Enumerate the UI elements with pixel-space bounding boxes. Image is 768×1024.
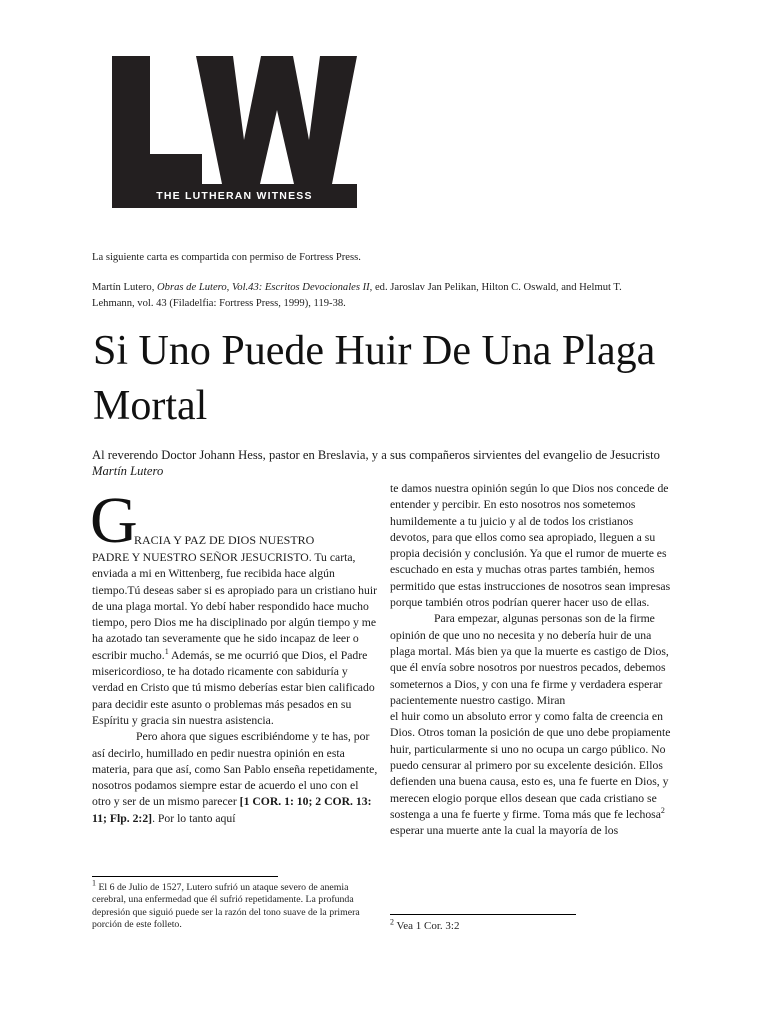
citation-author: Martín Lutero, <box>92 282 158 293</box>
right-paragraph-3 <box>390 709 675 839</box>
logo-band-text: THE LUTHERAN WITNESS <box>112 184 357 208</box>
footnote-ref-1[interactable]: 1 <box>164 646 169 656</box>
right-column <box>390 481 675 840</box>
scripture-references: [1 COR. 1: 10; 2 COR. 13: 11; Flp. 2:2] <box>92 795 372 825</box>
author-line: Martín Lutero <box>92 464 164 478</box>
intro <box>92 447 742 479</box>
left-p1-text-b: Además, se me ocurrió que Dios, el Padre misericordioso, te ha dotado ricamente con sabiduría y verdad en Cristo que tú mismo deberías estar bien calificado para decidir este asunto o problemas más pesados en su Espíritu y gracia sin nuestra asistencia. <box>92 648 375 727</box>
footnote-1-mark: 1 <box>92 878 96 888</box>
page-title: Si Uno Puede Huir De Una Plaga Mortal <box>93 328 656 429</box>
opening-line <box>90 484 380 557</box>
footnote-2-text: Vea 1 Cor. 3:2 <box>394 920 460 932</box>
footnote-rule-left <box>92 876 278 877</box>
citation-work: Obras de Lutero, Vol.43: Escritos Devocionales II, <box>157 282 373 293</box>
footnote-ref-2[interactable]: 2 <box>660 806 665 816</box>
lw-logo-mark <box>112 56 357 184</box>
opening-small-caps: RACIA Y PAZ DE DIOS NUESTRO <box>134 533 315 547</box>
right-paragraph-2: Para empezar, algunas personas son de la firme opinión de que uno no necesita y no debería huir de una plaga mortal. Más bien ya que la muerte es castigo de Dios, que él envía sobre nosotros por nuestros pecados, debemos someternos a Dios, y con una fe firme y verdadera esperar pacientemente nuestro castigo. Miran <box>390 612 669 707</box>
lutheran-witness-logo <box>112 56 357 208</box>
footnote-2 <box>390 917 670 932</box>
footnote-rule-right <box>390 914 576 915</box>
left-paragraph-1 <box>92 550 380 729</box>
right-p3-text-end: esperar una muerte ante la cual la mayoría de los <box>390 824 619 838</box>
citation <box>92 280 652 312</box>
left-column <box>90 484 380 827</box>
footnote-1-text: El 6 de Julio de 1527, Lutero sufrió un ataque severo de anemia cerebral, una enfermedad que él sufrió repetidamente. La profunda depresión que siguió puede ser la razón del tono suave de la primera porción de este folleto. <box>92 882 360 931</box>
left-paragraph-2 <box>92 729 380 827</box>
left-p2-text-b: . Por lo tanto aquí <box>152 811 236 825</box>
footnote-2-mark: 2 <box>390 917 394 927</box>
dedication: Al reverendo Doctor Johann Hess, pastor en Breslavia, y a sus compañeros sirvientes del evangelio de Jesucristo <box>92 448 660 462</box>
drop-cap: G <box>90 484 138 557</box>
left-p2-text-a: Pero ahora que sigues escribiéndome y te has, por así decirlo, humillado en pedir nuestra opinión en esta materia, para que así, como San Pablo enseña repetidamente, nosotros podamos siempre estar de acuerdo el uno con el otro y ser de un mismo parecer <box>92 730 378 809</box>
right-paragraph-1: te damos nuestra opinión según lo que Dios nos concede de entender y percibir. En esto nosotros nos sometemos humildemente a tu juicio y al de todos los cristianos devotos, para que ellos como sea apropiado, lleguen a su propia decisión y conclusión. Ya que el rumor de muerte es escuchado en esta y muchas otras partes también, hemos permitido que estas instrucciones de nosotros sean impresas porque también otros podrían querer hacer uso de ellas. <box>390 482 671 610</box>
footnote-1 <box>92 878 382 932</box>
citation-rest: ed. Jaroslav Jan Pelikan, Hilton C. Oswald, and Helmut T. Lehmann, vol. 43 (Filadelfia: Fortress Press, 1999), 119-38. <box>92 282 622 309</box>
right-p3-text: el huir como un absoluto error y como falta de creencia en Dios. Otros toman la posición de que uno debe propiamente huir, particularmente si uno no ocupa un cargo público. No puedo censurar al primero por su excelente desición. Ellos defienden una buena causa, esto es, una fe fuerte en Dios, y merecen elogio porque ellos desean que cada cristiano se sostenga a una fe fuerte y firme. Toma más que fe lechosa <box>390 710 671 821</box>
left-p1-text-a: PADRE Y NUESTRO SEÑOR JESUCRISTO. Tu carta, enviada a mi en Wittenberg, fue recibida hace algún tiempo.Tú deseas saber si es apropiado para un cristiano huir de una plaga mortal. Yo debí haber respondido hace mucho tiempo, pero Dios me ha disciplinado por algún tiempo y me ha azotado tan severamente que he sido incapaz de leer o escribir mucho. <box>92 551 377 662</box>
permission-note: La siguiente carta es compartida con permiso de Fortress Press. <box>92 252 361 263</box>
